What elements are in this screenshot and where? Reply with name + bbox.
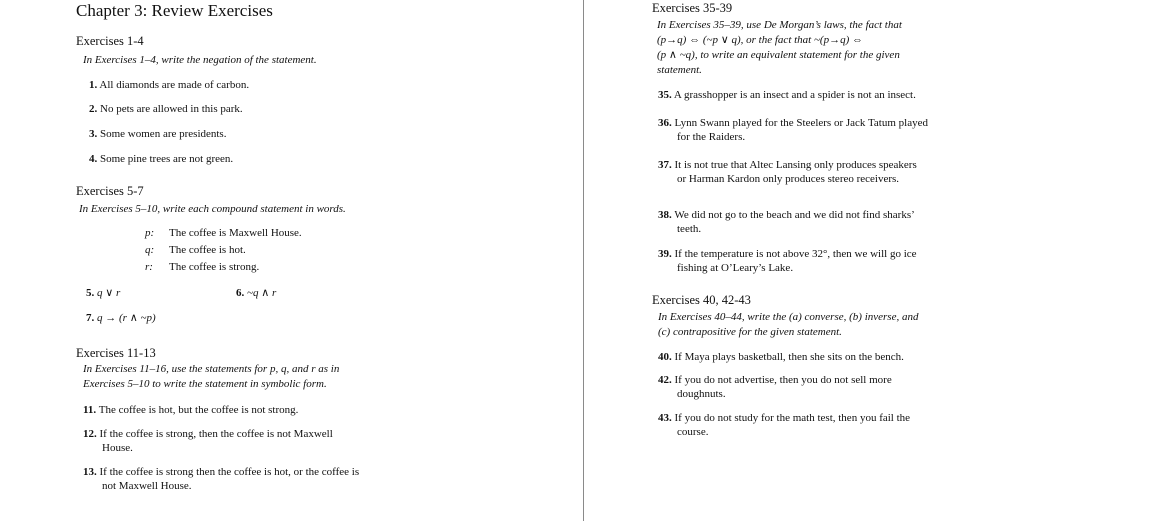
exercise-text: No pets are allowed in this park. xyxy=(100,103,243,115)
definition-q xyxy=(145,244,246,256)
exercise-12 xyxy=(83,427,333,455)
exercise-1 xyxy=(89,78,249,92)
exercise-7 xyxy=(86,311,156,325)
exercise-number: 3. xyxy=(89,128,98,140)
exercise-text-continued: course. xyxy=(677,426,709,438)
exercise-4 xyxy=(89,152,233,166)
exercise-number: 11. xyxy=(83,404,97,416)
exercise-text: We did not go to the beach and we did not find sharks’ xyxy=(674,209,915,221)
exercise-11 xyxy=(83,403,298,417)
exercise-text-continued: teeth. xyxy=(677,223,702,235)
exercise-5 xyxy=(86,286,120,300)
exercise-39 xyxy=(658,247,917,275)
exercise-number: 37. xyxy=(658,159,672,171)
section-intro-line-2: (c) contrapositive for the given statement. xyxy=(658,326,842,338)
exercise-40 xyxy=(658,350,904,364)
exercise-text: If the temperature is not above 32°, then we will go ice xyxy=(674,248,917,260)
exercise-number: 42. xyxy=(658,374,672,386)
exercise-number: 12. xyxy=(83,428,97,440)
exercise-number: 6. xyxy=(236,287,245,299)
exercise-number: 36. xyxy=(658,117,672,129)
exercise-number: 13. xyxy=(83,466,97,478)
exercise-3 xyxy=(89,127,226,141)
exercise-number: 1. xyxy=(89,79,98,91)
section-heading-40-43: Exercises 40, 42-43 xyxy=(652,293,751,307)
exercise-text: If the coffee is strong, then the coffee is not Maxwell xyxy=(99,428,333,440)
section-heading-35-39: Exercises 35-39 xyxy=(652,1,733,15)
exercise-text: If you do not study for the math test, then you fail the xyxy=(674,412,911,424)
exercise-text: The coffee is hot, but the coffee is not strong. xyxy=(98,404,299,416)
exercise-35 xyxy=(658,88,916,102)
section-intro-line-3: (p ∧ ~q), to write an equivalent statement for the given xyxy=(657,49,900,61)
exercise-text: If the coffee is strong then the coffee is hot, or the coffee is xyxy=(99,466,360,478)
exercise-number: 35. xyxy=(658,89,672,101)
exercise-number: 38. xyxy=(658,209,672,221)
exercise-text-continued: for the Raiders. xyxy=(677,131,746,143)
exercise-text-continued: fishing at O’Leary’s Lake. xyxy=(677,262,794,274)
exercise-text: If you do not advertise, then you do not sell more xyxy=(674,374,892,386)
exercise-43 xyxy=(658,411,910,439)
exercise-42 xyxy=(658,373,892,401)
exercise-6 xyxy=(236,286,276,300)
definition-text: The coffee is Maxwell House. xyxy=(169,227,302,239)
exercise-number: 40. xyxy=(658,351,672,363)
exercise-number: 4. xyxy=(89,153,98,165)
exercise-text: ~q ∧ r xyxy=(247,287,277,299)
variable-label: q: xyxy=(145,244,155,256)
section-intro-line-1: In Exercises 40–44, write the (a) converse, (b) inverse, and xyxy=(658,311,919,323)
exercise-2 xyxy=(89,102,243,116)
variable-label: p: xyxy=(145,227,155,239)
exercise-text: Lynn Swann played for the Steelers or Jack Tatum played xyxy=(674,117,928,129)
section-intro-5-7: In Exercises 5–10, write each compound statement in words. xyxy=(79,203,346,215)
variable-label: r: xyxy=(145,261,153,273)
exercise-text-continued: House. xyxy=(102,442,133,454)
exercise-number: 2. xyxy=(89,103,98,115)
section-intro-line-2: (p→q) ⇔ (~p ∨ q), or the fact that ~(p→q) ⇔ xyxy=(657,34,864,46)
section-heading-5-7: Exercises 5-7 xyxy=(76,184,144,198)
exercise-text: q → (r ∧ ~p) xyxy=(97,312,156,324)
definition-text: The coffee is hot. xyxy=(169,244,246,256)
section-intro-line-1: In Exercises 35–39, use De Morgan’s laws, the fact that xyxy=(657,19,902,31)
exercise-38 xyxy=(658,208,915,236)
exercise-number: 7. xyxy=(86,312,95,324)
definition-r xyxy=(145,261,259,273)
section-intro-line-4: statement. xyxy=(657,64,702,76)
definition-p xyxy=(145,227,302,239)
section-intro-line-1: In Exercises 11–16, use the statements for p, q, and r as in xyxy=(83,363,340,375)
exercise-number: 39. xyxy=(658,248,672,260)
exercise-text-continued: doughnuts. xyxy=(677,388,726,400)
exercise-text: Some pine trees are not green. xyxy=(100,153,234,165)
section-intro-1-4: In Exercises 1–4, write the negation of the statement. xyxy=(83,54,317,66)
page-title: Chapter 3: Review Exercises xyxy=(76,1,273,20)
exercise-text: It is not true that Altec Lansing only produces speakers xyxy=(674,159,917,171)
column-divider xyxy=(583,0,584,521)
exercise-text-continued: not Maxwell House. xyxy=(102,480,192,492)
exercise-36 xyxy=(658,116,928,144)
exercise-13 xyxy=(83,465,359,493)
exercise-number: 43. xyxy=(658,412,672,424)
definition-text: The coffee is strong. xyxy=(169,261,260,273)
exercise-text: Some women are presidents. xyxy=(100,128,227,140)
exercise-text-continued: or Harman Kardon only produces stereo receivers. xyxy=(677,173,900,185)
section-heading-11-13: Exercises 11-13 xyxy=(76,346,156,360)
section-intro-line-2: Exercises 5–10 to write the statement in symbolic form. xyxy=(83,378,327,390)
exercise-text: All diamonds are made of carbon. xyxy=(99,79,250,91)
exercise-text: q ∨ r xyxy=(97,287,121,299)
section-heading-1-4: Exercises 1-4 xyxy=(76,34,144,48)
exercise-text: A grasshopper is an insect and a spider is not an insect. xyxy=(673,89,916,101)
exercise-text: If Maya plays basketball, then she sits on the bench. xyxy=(674,351,904,363)
exercise-number: 5. xyxy=(86,287,95,299)
exercise-37 xyxy=(658,158,917,186)
